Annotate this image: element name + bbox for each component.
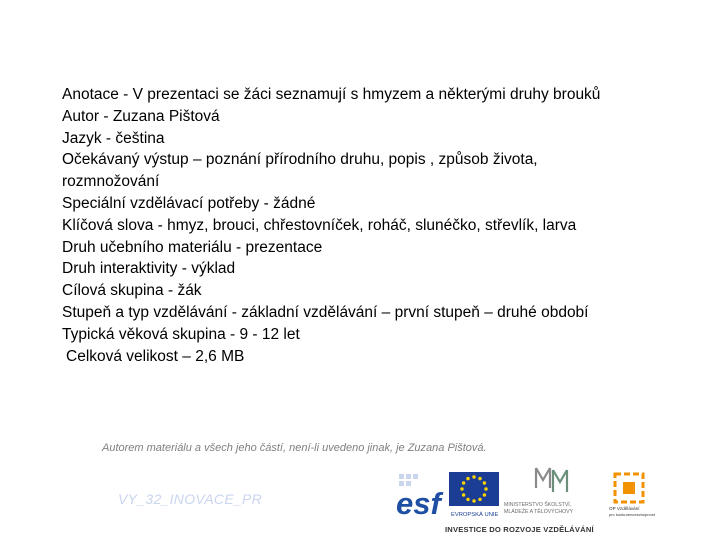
target-group-line: Cílová skupina - žák — [62, 282, 202, 300]
msmt-text-1: MINISTERSTVO ŠKOLSTVÍ, — [504, 502, 572, 508]
op-text-1: OP Vzdělávání — [609, 506, 640, 511]
education-level-line: Stupeň a typ vzdělávání - základní vzdělávání – první stupeň – druhé období — [62, 303, 589, 321]
interactivity-line: Druh interaktivity - výklad — [62, 260, 236, 278]
language-line: Jazyk - čeština — [62, 129, 165, 147]
metadata-block — [62, 84, 702, 367]
author-line: Autor - Zuzana Pištová — [62, 107, 220, 125]
esf-logo-icon — [396, 472, 443, 521]
funding-logos — [393, 462, 665, 540]
eu-flag-icon — [449, 472, 499, 518]
authorship-note: Autorem materiálu a všech jeho částí, není-li uvedeno jinak, je Zuzana Pištová. — [102, 442, 487, 454]
esf-text: esf — [396, 486, 441, 521]
expected-output-line-continued: rozmnožování — [62, 173, 160, 191]
material-type-line: Druh učebního materiálu - prezentace — [62, 238, 323, 256]
eu-text: EVROPSKÁ UNIE — [451, 512, 499, 518]
total-size-line: Celková velikost – 2,6 MB — [66, 347, 245, 365]
expected-output-line: Očekávaný výstup – poznání přírodního druhu, popis , způsob života, — [62, 151, 538, 169]
keywords-line: Klíčová slova - hmyz, brouci, chřestovníček, roháč, slunéčko, střevlík, larva — [62, 216, 577, 234]
msmt-logo-icon — [504, 468, 574, 515]
special-needs-line: Speciální vzdělávací potřeby - žádné — [62, 194, 316, 212]
investment-banner: INVESTICE DO ROZVOJE VZDĚLÁVÁNÍ — [445, 525, 594, 534]
msmt-text-2: MLÁDEŽE A TĚLOVÝCHOVY — [504, 509, 574, 515]
material-code: VY_32_INOVACE_PR — [118, 491, 263, 507]
age-group-line: Typická věková skupina - 9 - 12 let — [62, 325, 300, 343]
op-vk-logo-icon — [607, 470, 657, 518]
annotation-line: Anotace - V prezentaci se žáci seznamují s hmyzem a některými druhy brouků — [62, 86, 601, 103]
op-text-2: pro konkurenceschopnost — [609, 512, 655, 517]
